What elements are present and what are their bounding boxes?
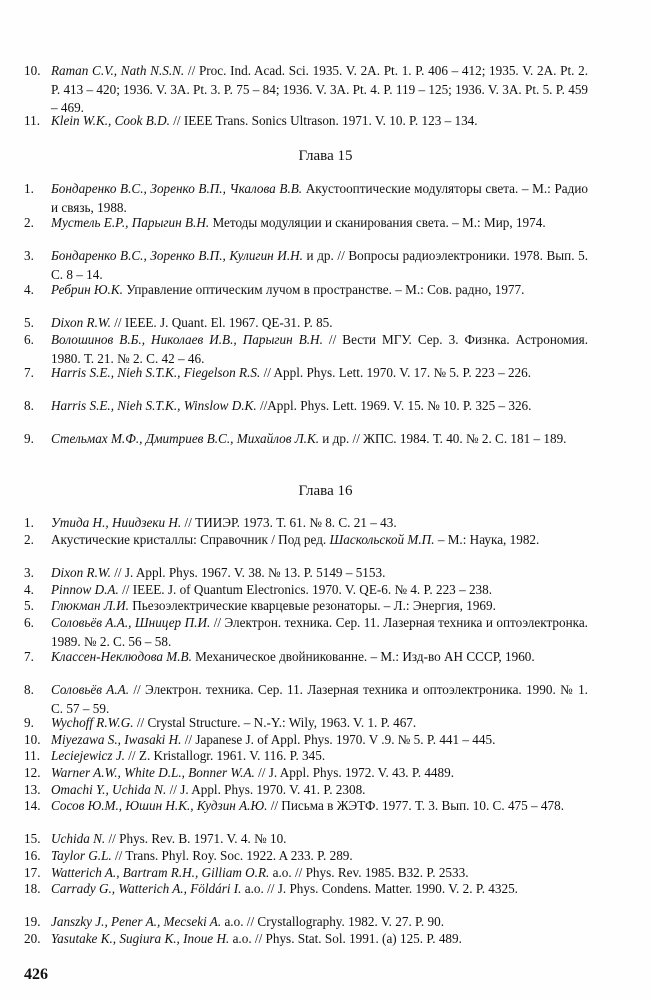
reference-item: [24, 430, 588, 449]
reference-number: 7.: [24, 365, 34, 380]
reference-number: 2.: [24, 215, 34, 230]
reference-source: // Письма в ЖЭТФ. 1977. Т. 3. Вып. 10. С. 475 – 478.: [267, 798, 564, 813]
reference-editor: Шаскольской М.П.: [329, 532, 435, 547]
reference-source: a.o. // J. Phys. Condens. Matter. 1990. V. 2. P. 4325.: [241, 881, 518, 896]
reference-number: 1.: [24, 515, 34, 530]
reference-authors: Janszky J., Pener A., Mecseki A.: [51, 914, 222, 929]
reference-source: // ТИИЭР. 1973. Т. 61. № 8. С. 21 – 43.: [181, 515, 397, 530]
reference-number: 10.: [24, 732, 41, 747]
reference-number: 11.: [24, 113, 40, 128]
reference-source: // Crystal Structure. – N.-Y.: Wily, 1963. V. 1. P. 467.: [133, 715, 417, 730]
reference-item: [24, 797, 588, 816]
reference-item: [24, 564, 588, 583]
reference-authors: Волошинов В.Б., Николаев И.В., Парыгин В.Н.: [51, 332, 323, 347]
reference-authors: Dixon R.W.: [51, 565, 111, 580]
reference-source: // Appl. Phys. Lett. 1970. V. 17. № 5. P. 223 – 226.: [260, 365, 532, 380]
reference-item: [24, 247, 588, 284]
reference-number: 1.: [24, 181, 34, 196]
chapter-heading: Глава 15: [298, 148, 353, 164]
reference-source: a.o. // Phys. Rev. 1985. B32. P. 2533.: [269, 865, 469, 880]
reference-source: Акустооптические модуляторы света. – М.: Радио и связь, 1988.: [51, 181, 588, 215]
reference-authors: Бондаренко В.С., Зоренко В.П., Кулигин И.Н.: [51, 248, 303, 263]
reference-number: 8.: [24, 398, 34, 413]
reference-number: 7.: [24, 649, 34, 664]
reference-source: // IEEE. J. Quant. El. 1967. QE-31. P. 85.: [110, 315, 333, 330]
reference-item: [24, 747, 588, 766]
reference-item: [24, 281, 588, 300]
reference-source: Пьезоэлектрические кварцевые резонаторы. – Л.: Энергия, 1969.: [128, 598, 496, 613]
reference-item: [24, 648, 588, 667]
reference-source: Механическое двойникованне. – М.: Изд-во АН СССР, 1960.: [191, 649, 535, 664]
reference-number: 16.: [24, 848, 41, 863]
reference-source: и др. // Вопросы радиоэлектроники. 1978. Вып. 5. С. 8 – 14.: [51, 248, 589, 282]
reference-source: // Вести МГУ. Сер. 3. Физнка. Астрономия. 1980. Т. 21. № 2. С. 42 – 46.: [51, 332, 588, 366]
reference-source: // J. Appl. Phys. 1970. V. 41. P. 2308.: [166, 782, 366, 797]
reference-number: 9.: [24, 715, 34, 730]
reference-number: 6.: [24, 615, 34, 630]
page-number: 426: [24, 966, 48, 983]
reference-item: [24, 830, 588, 849]
reference-item: [24, 913, 588, 932]
reference-number: 19.: [24, 914, 41, 929]
reference-source: // Электрон. техника. Сер. 11. Лазерная техника и оптоэлектронка. 1989. № 2. С. 56 – 58.: [51, 615, 588, 649]
reference-item: [24, 597, 588, 616]
reference-item: [24, 614, 588, 651]
reference-source: // Электрон. техника. Сер. 11. Лазерная техника и оптоэлектроника. 1990. № 1. С. 57 – 59.: [51, 682, 588, 716]
reference-source: //Appl. Phys. Lett. 1969. V. 15. № 10. P. 325 – 326.: [256, 398, 532, 413]
reference-number: 4.: [24, 582, 34, 597]
reference-item: [24, 214, 588, 233]
reference-source: // Japanese J. of Appl. Phys. 1970. V .9. № 5. P. 441 – 445.: [181, 732, 496, 747]
reference-number: 4.: [24, 282, 34, 297]
reference-number: 13.: [24, 782, 41, 797]
reference-source: // J. Appl. Phys. 1967. V. 38. № 13. P. 5149 – 5153.: [110, 565, 386, 580]
reference-authors: Бондаренко В.С., Зоренко В.П., Чкалова В.В.: [51, 181, 303, 196]
reference-item: [24, 62, 588, 118]
reference-source: // IEEE Trans. Sonics Ultrason. 1971. V. 10. P. 123 – 134.: [169, 113, 478, 128]
reference-authors: Pinnow D.A.: [51, 582, 119, 597]
reference-source-tail: – М.: Наука, 1982.: [434, 532, 540, 547]
reference-source: // Phys. Rev. B. 1971. V. 4. № 10.: [105, 831, 287, 846]
reference-source: // IEEE. J. of Quantum Electronics. 1970. V. QE-6. № 4. P. 223 – 238.: [118, 582, 493, 597]
reference-number: 15.: [24, 831, 41, 846]
reference-item: [24, 764, 588, 783]
reference-authors: Соловьёв А.А.: [51, 682, 130, 697]
reference-source: и др. // ЖПС. 1984. Т. 40. № 2. С. 181 – 189.: [319, 431, 567, 446]
reference-item: [24, 331, 588, 368]
reference-source: Акустические кристаллы: Справочник / Под ред.: [51, 532, 330, 547]
reference-number: 9.: [24, 431, 34, 446]
reference-number: 5.: [24, 315, 34, 330]
reference-authors: Соловьёв А.А., Шницер П.И.: [51, 615, 211, 630]
reference-authors: Uchida N.: [51, 831, 106, 846]
reference-item: [24, 847, 588, 866]
reference-authors: Harris S.E., Nieh S.T.K., Winslow D.K.: [51, 398, 257, 413]
reference-source: // Proc. Ind. Acad. Sci. 1935. V. 2A. Pt. 1. P. 406 – 412; 1935. V. 2A. Pt. 2. P. 413 – 420; 1936. V. 3A. Pt. 3. P. 75 – 84; 1936. V. 3A. Pt. 4. P. 119 – 125; 1936. V. 3A. Pt. 5. P. 459 – 469.: [51, 63, 589, 115]
reference-authors: Классен-Неклюдова М.В.: [51, 649, 192, 664]
reference-source: a.o. // Phys. Stat. Sol. 1991. (a) 125. P. 489.: [229, 931, 462, 946]
reference-authors: Утида Н., Ниидзеки Н.: [51, 515, 182, 530]
reference-authors: Сосов Ю.М., Юшин Н.К., Кудзин А.Ю.: [51, 798, 268, 813]
reference-number: 2.: [24, 532, 34, 547]
reference-number: 17.: [24, 865, 41, 880]
reference-authors: Ребрин Ю.К.: [51, 282, 123, 297]
reference-number: 11.: [24, 748, 40, 763]
reference-item: [24, 112, 588, 131]
reference-number: 6.: [24, 332, 34, 347]
reference-number: 8.: [24, 682, 34, 697]
reference-item: [24, 180, 588, 217]
reference-number: 5.: [24, 598, 34, 613]
reference-item: [24, 364, 588, 383]
reference-authors: Harris S.E., Nieh S.T.K., Fiegelson R.S.: [51, 365, 261, 380]
reference-item: [24, 681, 588, 718]
reference-authors: Wychoff R.W.G.: [51, 715, 134, 730]
reference-number: 14.: [24, 798, 41, 813]
reference-source: // Trans. Phyl. Roy. Soc. 1922. A 233. P. 289.: [111, 848, 353, 863]
reference-authors: Warner A.W., White D.L., Bonner W.A.: [51, 765, 255, 780]
chapter-heading: Глава 16: [298, 483, 353, 499]
reference-authors: Watterich A., Bartram R.H., Gilliam O.R.: [51, 865, 270, 880]
reference-authors: Глюкман Л.И.: [51, 598, 129, 613]
reference-item: [24, 314, 588, 333]
reference-authors: Omachi Y., Uchida N.: [51, 782, 167, 797]
reference-number: 18.: [24, 881, 41, 896]
reference-authors: Dixon R.W.: [51, 315, 111, 330]
reference-item: [24, 531, 588, 550]
reference-number: 12.: [24, 765, 41, 780]
reference-authors: Carrady G., Watterich A., Földári I.: [51, 881, 242, 896]
reference-number: 20.: [24, 931, 41, 946]
reference-item: [24, 514, 588, 533]
reference-number: 3.: [24, 248, 34, 263]
reference-item: [24, 397, 588, 416]
reference-authors: Leciejewicz J.: [51, 748, 125, 763]
reference-authors: Miyezawa S., Iwasaki H.: [51, 732, 182, 747]
reference-number: 3.: [24, 565, 34, 580]
reference-item: [24, 880, 588, 899]
reference-source: Управление оптическим лучом в пространстве. – М.: Сов. радно, 1977.: [122, 282, 525, 297]
reference-authors: Taylor G.L.: [51, 848, 112, 863]
reference-authors: Стельмах М.Ф., Дмитриев В.С., Михайлов Л.К.: [51, 431, 319, 446]
reference-source: a.o. // Crystallography. 1982. V. 27. P. 90.: [221, 914, 445, 929]
reference-authors: Yasutake K., Sugiura K., Inoue H.: [51, 931, 230, 946]
reference-item: [24, 930, 588, 949]
reference-authors: Raman C.V., Nath N.S.N.: [51, 63, 185, 78]
reference-authors: Klein W.K., Cook B.D.: [51, 113, 170, 128]
reference-item: [24, 714, 588, 733]
reference-source: // J. Appl. Phys. 1972. V. 43. P. 4489.: [254, 765, 455, 780]
reference-source: // Z. Kristallogr. 1961. V. 116. P. 345.: [124, 748, 326, 763]
reference-number: 10.: [24, 63, 41, 78]
reference-source: Методы модуляции и сканирования света. – М.: Мир, 1974.: [209, 215, 546, 230]
reference-authors: Мустель Е.Р., Парыгин В.Н.: [51, 215, 210, 230]
